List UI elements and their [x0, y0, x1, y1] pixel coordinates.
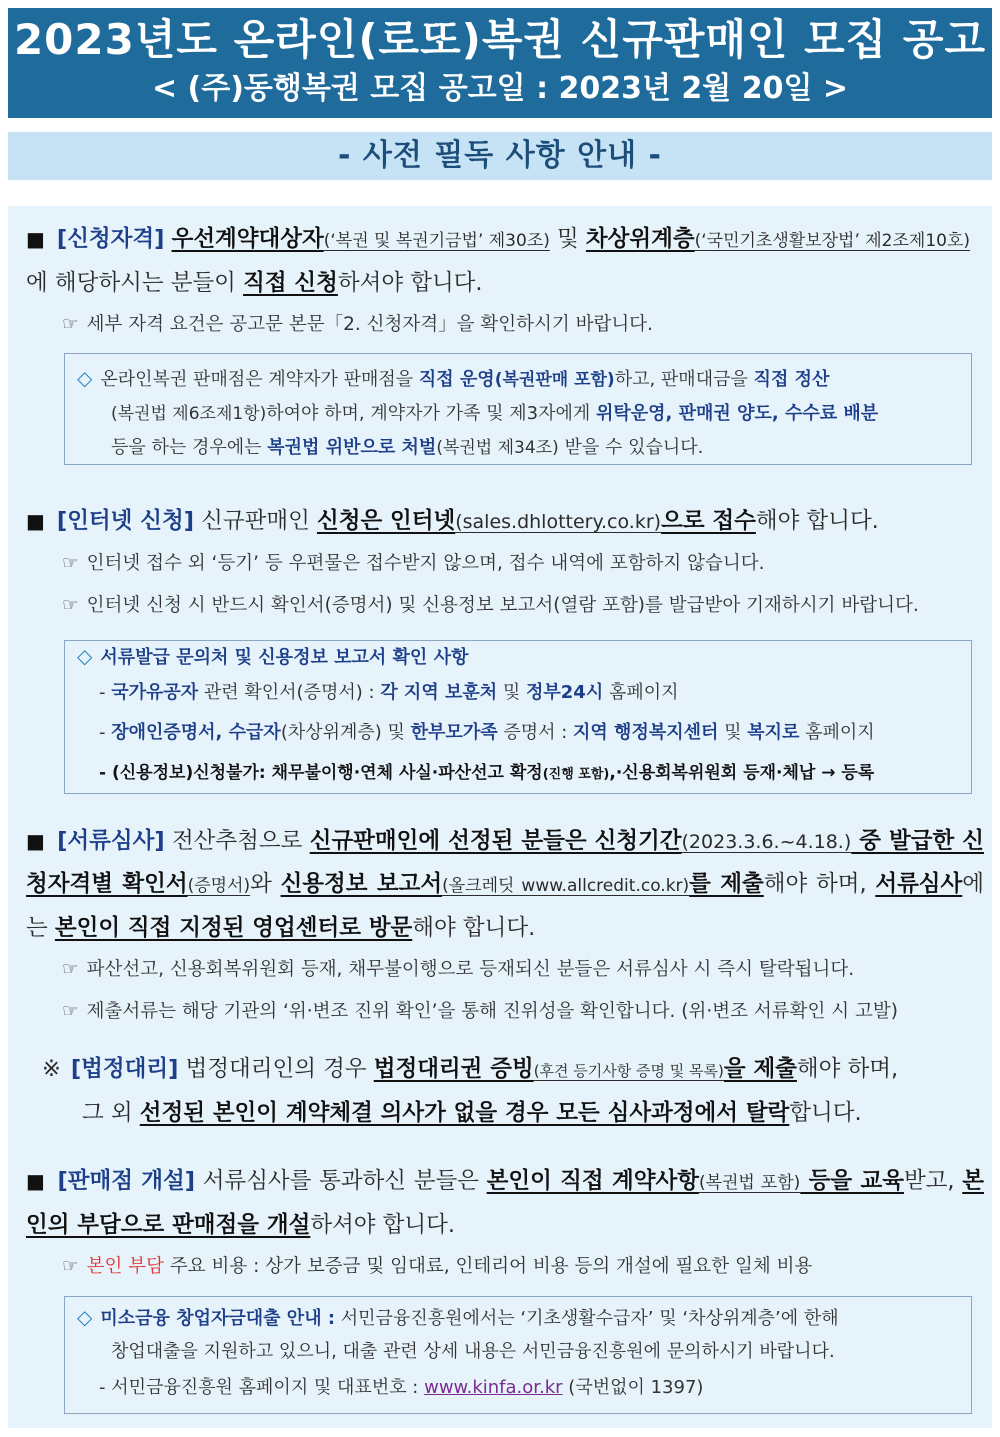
content-panel [8, 206, 992, 1428]
emphasis: 신청은 인터넷 [316, 508, 456, 534]
pointing-hand-icon: ☞ [62, 595, 79, 616]
text: 신규판매인 [193, 508, 317, 534]
emphasis: 각 지역 보훈처 [380, 682, 498, 703]
emphasis: (신용정보)신청불가: 채무불이행·연체 사실·파산선고 확정 [111, 763, 543, 783]
diamond-icon: ◇ [77, 1305, 93, 1329]
reference: (증명서) [187, 876, 251, 896]
note-line [26, 991, 984, 1033]
text: 해야 하며, [796, 1056, 899, 1082]
info-box-documents [64, 640, 972, 794]
text: 창업대출을 지원하고 있으니, 대출 관련 상세 내용은 서민금융진흥원에 문의하시기 바랍니다. [111, 1341, 835, 1362]
section-tag: [서류심사] [57, 828, 165, 854]
reference: (복권법 제6조제1항) [111, 404, 267, 424]
section-store-opening-text [26, 1160, 984, 1246]
kinfa-link[interactable]: www.kinfa.or.kr [424, 1377, 563, 1398]
text: (차상위계층) 및 [280, 722, 411, 743]
section-review-text [26, 820, 984, 949]
emphasis: 지역 행정복지센터 [573, 722, 719, 743]
text: 하여야 하며, 계약자가 가족 및 제3자에게 [266, 403, 596, 424]
emphasis: 를 제출 [689, 871, 764, 897]
emphasis: 복권법 위반으로 처벌 [267, 437, 437, 458]
text: 와 [250, 871, 281, 897]
note-line [26, 1246, 984, 1288]
info-row: - 장애인증명서, 수급자(차상위계층) 및 한부모가족 증명서 : 지역 행정복지센터 및 복지로 홈페이지 [99, 722, 875, 743]
text: 및 [718, 722, 748, 743]
info-box-loan [64, 1296, 972, 1414]
text: (국번없이 1397) [562, 1377, 704, 1398]
emphasis: 위탁운영, 판매권 양도, 수수료 배분 [595, 403, 879, 424]
text: 그 외 [82, 1100, 140, 1126]
pointing-hand-icon: ☞ [62, 314, 79, 335]
pointing-hand-icon: ☞ [62, 1001, 79, 1022]
text: 전산추첨으로 [164, 828, 310, 854]
page-title: 2023년도 온라인(로또)복권 신규판매인 모집 공고 [13, 15, 987, 64]
reference: (후견 등기사항 증명 및 목록) [533, 1062, 724, 1080]
note-text: 세부 자격 요건은 공고문 본문「2. 신청자격」을 확인하시기 바랍니다. [86, 314, 653, 335]
emphasis: 선정된 본인이 계약체결 의사가 없을 경우 모든 심사과정에서 탈락 [139, 1100, 790, 1126]
text: 및 [549, 226, 586, 252]
emphasis: 차상위계층 [585, 226, 695, 252]
emphasis: 서류심사 [875, 871, 963, 897]
info-box-text [77, 431, 961, 465]
emphasis: 직접 운영 [418, 369, 495, 390]
section-legal-rep [42, 1048, 982, 1134]
info-box-text [77, 1335, 961, 1368]
page-subtitle: < (주)동행복권 모집 공고일 : 2023년 2월 20일 > [151, 71, 849, 106]
period-text: (2023.3.6.~4.18.) [681, 831, 852, 853]
pointing-hand-icon: ☞ [62, 1256, 79, 1277]
note-text: 인터넷 접수 외 ‘등기’ 등 우편물은 접수받지 않으며, 접수 내역에 포함하지 않습니다. [86, 553, 765, 574]
text: 증명서 : [497, 722, 574, 743]
info-box-text [77, 1301, 961, 1335]
section-internet [26, 500, 984, 627]
emphasis: 법정대리권 증빙 [373, 1056, 534, 1082]
text: 하셔야 합니다. [337, 270, 483, 296]
section-tag: [법정대리] [70, 1056, 179, 1082]
note-text: 인터넷 신청 시 반드시 확인서(증명서) 및 신용정보 보고서(열람 포함)를 발급받아 기재하시기 바랍니다. [86, 595, 919, 616]
diamond-icon: ◇ [77, 644, 93, 668]
note-text: 파산선고, 신용회복위원회 등재, 채무불이행으로 등재되신 분들은 서류심사 시 즉시 탈락됩니다. [86, 959, 855, 980]
text: 홈페이지 [603, 682, 679, 703]
emphasis: 복지로 [747, 722, 800, 743]
emphasis: 우선계약대상자 [171, 226, 324, 252]
emphasis: 본인이 직접 계약사항 [486, 1168, 699, 1194]
text: 서민금융진흥원에서는 ‘기초생활수급자’ 및 ‘차상위계층’에 한해 [335, 1308, 839, 1329]
text: 에 해당하시는 분들이 [26, 270, 244, 296]
pointing-hand-icon: ☞ [62, 553, 79, 574]
box-heading: 서류발급 문의처 및 신용정보 보고서 확인 사항 [100, 647, 469, 668]
text: 온라인복권 판매점은 계약자가 판매점을 [100, 369, 419, 390]
reference-mark-icon: ※ [42, 1056, 61, 1082]
info-row: - 국가유공자 관련 확인서(증명서) : 각 지역 보훈처 및 정부24시 홈페이지 [99, 682, 679, 703]
section-tag: [판매점 개설] [57, 1168, 196, 1194]
info-row: - (신용정보)신청불가: 채무불이행·연체 사실·파산선고 확정(진행 포함),·신용회복위원회 등재·체납 → 등록 [99, 763, 875, 783]
emphasis: 직접 정산 [753, 369, 830, 390]
diamond-icon: ◇ [77, 366, 93, 390]
square-bullet-icon: ■ [26, 1169, 46, 1193]
note-line [26, 949, 984, 991]
emphasis: 정부24시 [526, 682, 604, 703]
emphasis: 한부모가족 [410, 722, 498, 743]
info-box-text [77, 397, 961, 431]
emphasis: 등을 교육 [800, 1168, 904, 1194]
info-box-text [77, 362, 961, 397]
section-review [26, 820, 984, 1033]
emphasis: 을 제출 [723, 1056, 797, 1082]
emphasis: 직접 신청 [243, 270, 338, 296]
text: 합니다. [789, 1100, 862, 1126]
header-banner [8, 8, 992, 118]
text: 해야 하며, [763, 871, 876, 897]
text: 해야 합니다. [412, 915, 536, 941]
emphasis: 국가유공자 [111, 682, 199, 703]
emphasis: 중 발급한 신청자격별 확인서 [26, 828, 984, 897]
text: 에는 [26, 871, 985, 941]
text: 하셔야 합니다. [310, 1212, 456, 1238]
reference: (진행 포함) [542, 767, 610, 782]
text: 관련 확인서(증명서) : [198, 682, 381, 703]
text: 홈페이지 [799, 722, 875, 743]
note-line [26, 543, 984, 585]
section-legal-rep-text [42, 1048, 982, 1092]
emphasis: 신규판매인에 선정된 분들은 신청기간 [309, 828, 682, 854]
info-box-heading [77, 641, 961, 673]
box-heading: 미소금융 창업자금대출 안내 : [100, 1308, 336, 1329]
note-text: 제출서류는 해당 기관의 ‘위·변조 진위 확인’을 통해 진위성을 확인합니다. (위·변조 서류확인 시 고발) [86, 1001, 898, 1022]
text: 법정대리인의 경우 [178, 1056, 374, 1082]
section-store-opening [26, 1160, 984, 1288]
emphasis: 본인의 부담으로 판매점을 개설 [26, 1168, 984, 1238]
reference: (복권법 포함) [698, 1173, 801, 1193]
note-line [26, 585, 984, 627]
section-legal-rep-text [42, 1092, 982, 1134]
section-internet-text [26, 500, 984, 543]
text: 서류심사를 통과하신 분들은 [195, 1168, 487, 1194]
text: 받을 수 있습니다. [558, 437, 704, 458]
red-emphasis: 본인 부담 [86, 1256, 164, 1277]
text: 서민금융진흥원 홈페이지 및 대표번호 : [111, 1377, 425, 1398]
emphasis: 신용정보 보고서 [280, 871, 443, 897]
text: 등을 하는 경우에는 [111, 437, 268, 458]
square-bullet-icon: ■ [26, 829, 46, 853]
text: 및 [497, 682, 526, 703]
text: 해야 합니다. [755, 508, 879, 534]
reference: (‘국민기초생활보장법’ 제2조제10호) [694, 231, 971, 251]
url-text: (sales.dhlottery.co.kr) [455, 511, 662, 533]
note-line [26, 304, 984, 346]
section-tag: [인터넷 신청] [56, 508, 194, 534]
reference: (‘복권 및 복권기금법’ 제30조) [323, 231, 550, 251]
text: 받고, [903, 1168, 963, 1194]
section-eligibility [26, 218, 984, 346]
emphasis: 본인이 직접 지정된 영업센터로 방문 [54, 915, 413, 941]
emphasis: 으로 접수 [661, 508, 756, 534]
pointing-hand-icon: ☞ [62, 959, 79, 980]
notice-bar: - 사전 필독 사항 안내 - [8, 132, 992, 180]
emphasis: (복권판매 포함) [494, 370, 615, 390]
note-text: 주요 비용 : 상가 보증금 및 임대료, 인테리어 비용 등의 개설에 필요한 일체 비용 [163, 1256, 813, 1277]
emphasis: ,·신용회복위원회 등재·체납 → 등록 [609, 763, 875, 783]
info-row: - 서민금융진흥원 홈페이지 및 대표번호 : www.kinfa.or.kr (국번없이 1397) [99, 1377, 704, 1398]
square-bullet-icon: ■ [26, 227, 45, 251]
reference: (복권법 제34조) [436, 438, 559, 458]
square-bullet-icon: ■ [26, 509, 45, 533]
section-tag: [신청자격] [56, 226, 165, 252]
info-box-operation [64, 353, 972, 465]
reference: (올크레딧 www.allcredit.co.kr) [442, 876, 690, 896]
emphasis: 장애인증명서, 수급자 [111, 722, 281, 743]
text: 하고, 판매대금을 [614, 369, 754, 390]
section-eligibility-text [26, 218, 984, 304]
